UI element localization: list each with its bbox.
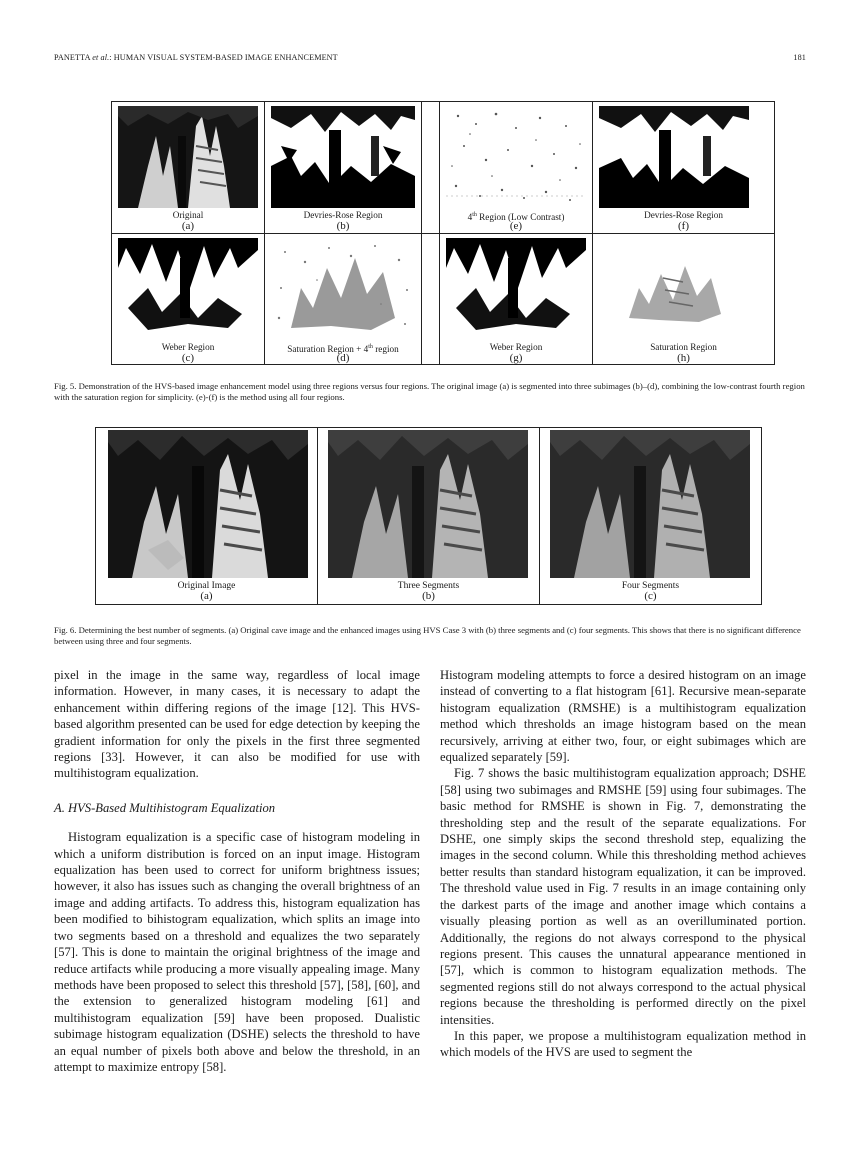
fig5-label-f: Devries-Rose Region bbox=[644, 210, 723, 220]
fig5-image-d bbox=[271, 238, 415, 338]
fig6-image-a bbox=[108, 430, 308, 578]
fig5-letter-c: (c) bbox=[181, 352, 195, 364]
fig6-label-b: Three Segments bbox=[397, 581, 460, 591]
right-paragraph-2: Fig. 7 shows the basic multihistogram equalization approach; DSHE [58] using two subimages and RMSHE [59] using four subimages. The basic method for RMSHE is shown in Fig. 7, demonstrating the thresholding step and the result of the separate equalizations. For DSHE, one simply skips the second threshold step, equalizing the images in the second column. While this thresholding method achieves better results than standard histogram equalization, it can be improved. The threshold value used in Fig. 7 results in an image containing only the darkest parts of the image and another image which contains a visually pleasing portion as well as an overilluminated portion. Additionally, the regions do not always correspond to the physical regions present. This causes the unnatural appearance mentioned in [57], which is common to histogram equalization methods. The segmented regions still do not always correspond to the actual physical regions because the thresholding is performed directly on the pixel intensities. bbox=[440, 766, 806, 1027]
fig5-label-e: 4th Region (Low Contrast) bbox=[467, 212, 565, 223]
figure-5 bbox=[111, 101, 775, 365]
running-header bbox=[54, 53, 806, 67]
left-paragraph-1: pixel in the image in the same way, regardless of local image information. However, in many cases, it is necessary to adapt the enhancement within differing regions of the image [12]. This HVS-based algorithm presented can be used for edge detection by keeping the gradient information for only the pixels in the first three segmented regions [33]. However, it can also be modified for use with multihistogram equalization. bbox=[54, 668, 420, 781]
fig6-image-b bbox=[328, 430, 528, 578]
fig6-label-c: Four Segments bbox=[621, 581, 680, 591]
fig5-letter-h: (h) bbox=[677, 352, 690, 364]
figure-5-caption: Fig. 5. Demonstration of the HVS-based image enhancement model using three regions versus four regions. The original image (a) is segmented into three subimages (b)–(d), combining the low-contrast fourth region with the saturation region for simplicity. (e)-(f) is the method using all four regions. bbox=[54, 381, 805, 402]
section-subheading: A. HVS-Based Multihistogram Equalization bbox=[54, 800, 276, 815]
fig5-image-c bbox=[118, 238, 258, 338]
fig5-letter-g: (g) bbox=[509, 352, 523, 364]
fig6-panel-c bbox=[540, 428, 761, 604]
fig5-label-d: Saturation Region + 4th region bbox=[287, 344, 399, 355]
fig6-panel-a bbox=[96, 428, 317, 604]
fig5-panel-f bbox=[593, 102, 774, 233]
fig5-image-f bbox=[599, 106, 749, 208]
fig5-panel-e bbox=[440, 102, 592, 233]
right-paragraph-3: In this paper, we propose a multihistogram equalization method in which models of the HVS are used to segment the bbox=[440, 1028, 806, 1060]
fig5-label-h: Saturation Region bbox=[650, 342, 717, 352]
fig5-letter-d: (d) bbox=[336, 352, 350, 364]
fig6-letter-c: (c) bbox=[644, 590, 657, 602]
running-title: PANETTA et al.: HUMAN VISUAL SYSTEM-BASED IMAGE ENHANCEMENT bbox=[54, 53, 338, 62]
fig6-letter-a: (a) bbox=[200, 590, 213, 602]
fig5-panel-d bbox=[265, 234, 421, 364]
page-number: 181 bbox=[793, 53, 806, 62]
fig5-image-h bbox=[599, 238, 749, 338]
fig6-label-a: Original Image bbox=[177, 581, 236, 591]
fig5-panel-h bbox=[593, 234, 774, 364]
right-paragraph-1: Histogram modeling attempts to force a desired histogram on an image instead of converting to a flat histogram [61]. Recursive mean-separate histogram equalization (RMSHE) is a multihistogram equalization method which thresholds an image histogram based on the mean recursively, arriving at either two, four, or eight subimages which are equalized separately [59]. bbox=[440, 668, 806, 765]
fig5-panel-g bbox=[440, 234, 592, 364]
figure-6-caption: Fig. 6. Determining the best number of segments. (a) Original cave image and the enhanced images using HVS Case 3 with (b) three segments and (c) four segments. This shows that there is no significant difference between using three and four segments. bbox=[54, 625, 801, 646]
left-paragraph-2: Histogram equalization is a specific case of histogram modeling in which a uniform distribution is forced on an input image. Histogram equalization has been used to correct for uniform brightness issues; however, it also has issues such as changing the overall brightness of an image and adding artifacts. To address this, histogram equalization has been modified to bihistogram equalization, which splits an image into two segments based on a threshold and equalizes the two separately [57]. This is done to maintain the original brightness of the image and reduce artifacts while producing a more visually appealing image. Many methods have been proposed to select this threshold [57], [58], [60], and the extension to generalized histogram modeling [61] and multihistogram equalization [59] have been proposed. Dualistic subimage histogram equalization (DSHE) selects the threshold to have an equal number of pixels both above and below the threshold, in an attempt to maximize entropy [58]. bbox=[54, 830, 420, 1074]
left-column bbox=[54, 667, 420, 1075]
fig5-letter-b: (b) bbox=[336, 220, 350, 232]
fig5-letter-f: (f) bbox=[678, 220, 689, 232]
fig5-label-g: Weber Region bbox=[489, 342, 543, 352]
fig5-image-e bbox=[446, 106, 586, 208]
fig5-label-c: Weber Region bbox=[161, 342, 215, 352]
fig5-letter-e: (e) bbox=[509, 220, 523, 232]
fig5-panel-b bbox=[265, 102, 421, 233]
fig6-image-c bbox=[550, 430, 750, 578]
fig6-letter-b: (b) bbox=[422, 590, 435, 602]
right-column bbox=[440, 667, 806, 1061]
fig5-image-a bbox=[118, 106, 258, 208]
figure-6 bbox=[95, 427, 762, 605]
fig5-panel-a bbox=[112, 102, 264, 233]
fig5-label-b: Devries-Rose Region bbox=[303, 210, 383, 220]
fig5-image-g bbox=[446, 238, 586, 338]
fig5-label-a: Original bbox=[172, 210, 204, 220]
fig5-panel-c bbox=[112, 234, 264, 364]
fig5-letter-a: (a) bbox=[181, 220, 195, 232]
fig6-panel-b bbox=[318, 428, 539, 604]
fig5-image-b bbox=[271, 106, 415, 208]
